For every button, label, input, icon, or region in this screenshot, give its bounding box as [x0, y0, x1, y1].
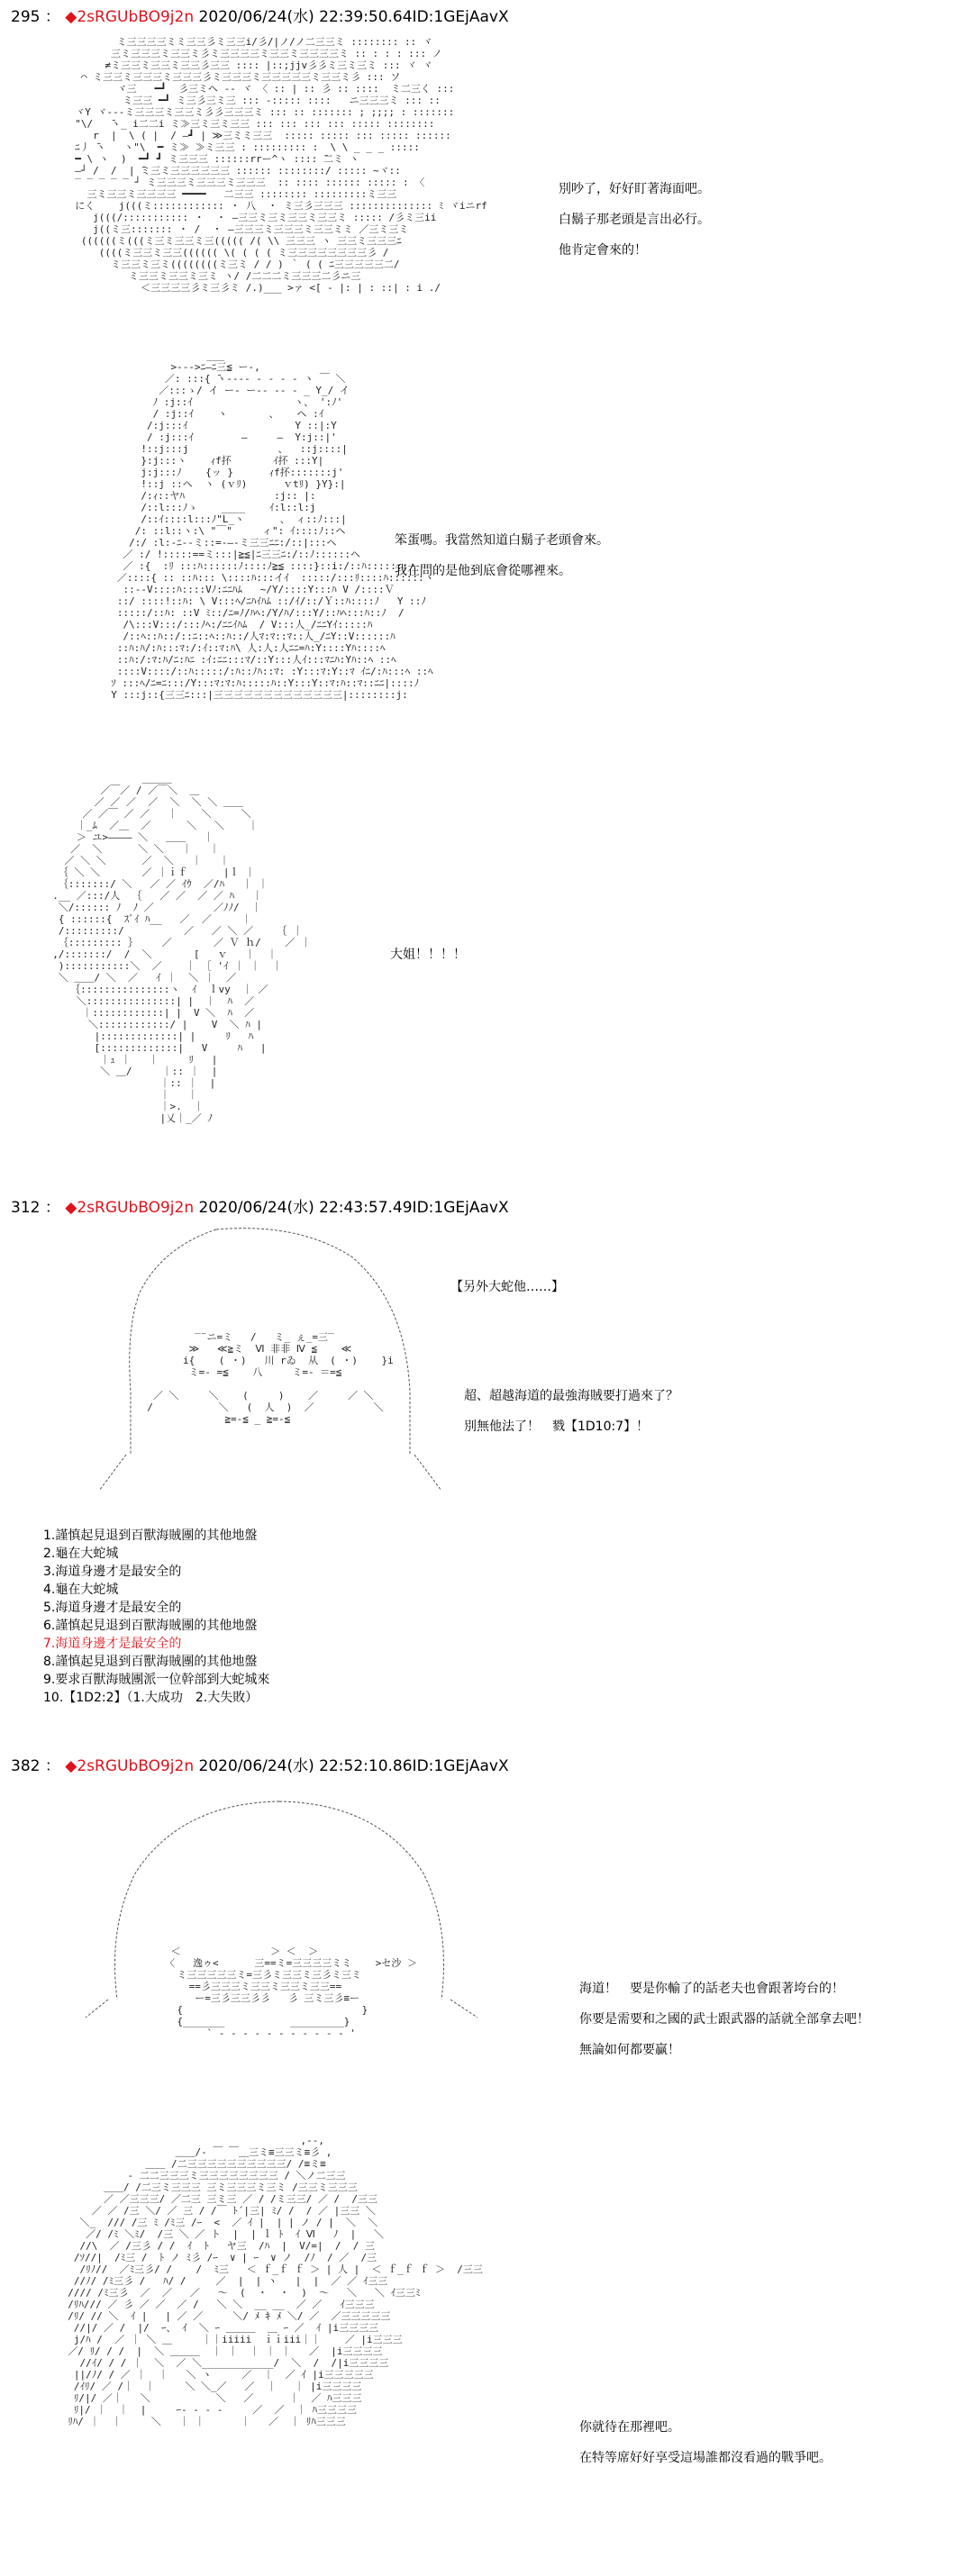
post-header-312: 312 ： ◆2sRGUbBO9j2n 2020/06/24(水) 22:43:57.49ID:1GEjAavX: [11, 1199, 509, 1217]
vote-option: 2.龜在大蛇城: [43, 1547, 119, 1561]
post-meta: 2020/06/24(水) 22:39:50.64ID:1GEjAavX: [198, 8, 509, 26]
vote-option: 5.海道身邊才是最安全的: [43, 1601, 182, 1615]
dialog-line: 我在問的是他到底會從哪裡來。: [395, 564, 571, 578]
ascii-art-5: ＜ ＞ ＜ ＞ 〈 逸ゥ< 三==ミ=三三三三ミミ >セ沙 ＞ ミ三三三三三ミ=三彡ミ三三ミ三彡ミ三ミ ==彡三三三ミ三三ミ三三ミ三三== ー=三彡三三彡彡 彡 三ミ三彡≡ー { } {_______ _________} ` ‐ ‐ ‐ ‐ ‐ ‐ ‐ ‐ ‐ ‐ ‐ ': [165, 1946, 417, 2039]
dialog-382-b: [579, 2420, 832, 2481]
dialog-line: 他肯定會來的！: [559, 243, 647, 258]
dialog-295-c: [390, 948, 466, 978]
vote-option: 8.謹慎起見退到百獸海賊團的其他地盤: [43, 1655, 258, 1669]
post-header-382: 382 ： ◆2sRGUbBO9j2n 2020/06/24(水) 22:52:10.86ID:1GEjAavX: [11, 1757, 509, 1775]
post-tripcode[interactable]: ◆2sRGUbBO9j2n: [65, 1199, 195, 1217]
ascii-art-6: ,‐‐, ＿＿/‐ ￣ ￣＿三ミ≡三三ミ≡彡 , ＿＿ /二三三三三三三三三三三/ /≡ミ≡ ‐ 二二三三三ミ三三三三三三三三 / ＼ノ二三三 ＿＿/ /二三ミ三三三 三ミ三三三ミ三ミ /三三ミ三三三 ／ ／三三三/ ／二三 三ミ三 ／ / /ミ三三/ ／ / /三三 ／ ／ /三 ＼/ ／ 三 / /￣ ﾄ´|三| ﾐ/ / / ／ |三三 ＼ ＼_ /// /三 ﾐ /ﾐ三 /ｰ < ／ ｲ | | | ノ / | ＼ ＼ ／/ /ﾐ ＼ﾐ/ /三 ＼ ／ ト | | ｌ ﾄ ｲ Ⅵ ﾉ | ＼ //\ ／ /三彡 / / ｲ ﾄ ヤ三 /ﾊ | V/=| / / 三 /ｿ//| /ﾐ三 / ﾄ ノ ﾐ彡 /ｰ ∨ | ｰ ∨ ノ /ﾉ / ／ /三 /ﾘﾉ// ／ﾐ三彡/ / / ﾐ三 ＜ ｆ_ｆ ｆ ＞ | 人 | ＜ ｆ_ｆ ｆ ＞ /三三 //ﾉ/ /ﾐ三彡 / ﾊ/ / ／ | | ヽ | | ／ ／ ｲ三三 //// /ﾐ三彡 ／ ／ ／ ～ ( ・ ・ ) ～ ＼ ＼ ｲ三三ﾐ /ﾘﾊ/// ／ 彡 ／ ／ ／ / ＼ ＼ __ __ ／ ／ ｲ三三三 /ﾘ/ // ＼ ｲ | | ／ ／ ＼/ ﾒ ｷ ﾒ ＼/ ／ ／三三三三三 //|/ ／ / |/ ｰ、 ｲ ＼ ｰ ＿＿＿ ＿ ｰ ／ ｲ |i三三三三 j/ﾊ / ／ ｜ ＼ ＿ ｜｜iiiii ｉｉiii｜｜ ／ |i三三三 ／/ ﾘ/ / / | ＼ ＿＿＿ ｜ ｜ ｜ ｜ ｜ ／ |i三三三三 //ｲ/ / / ｜ ＼ ／ ＼____________/ ＼ / /|i三三三三 ||/ﾉ/ / ／ ｜ ｜ ＼ ヽ ／ ｜ ／ ｲ |i三三三三三 /ｲﾘ/ ／ /｜ ｜ ＼ ＼_／ ／ ｜ ｜ |i三三三三 ﾘ/|/ ／｜ ＼ ＼ ／ ｜ ／ ﾊ三三三 ﾘ|/ ｜ ｜ | ｰ‐ ‐ ‐ ‐ ／ ／ ｜ ﾊ三三三三 ﾘﾊ/ ｜ ｜ ＼ ｜ ｜ ｜ ／ ｜ ﾘﾊ三三三: [68, 2135, 483, 2427]
dialog-295-a: [559, 182, 710, 274]
vote-list: [43, 1527, 269, 1707]
vote-option: 4.龜在大蛇城: [43, 1583, 119, 1597]
dialog-line: 海道！ 要是你輸了的話老夫也會跟著垮台的！: [579, 1982, 844, 1996]
dialog-line: 在特等席好好享受這場誰都沒看過的戰爭吧。: [579, 2451, 832, 2465]
dialog-line: 你就待在那裡吧。: [579, 2420, 680, 2435]
post-tripcode[interactable]: ◆2sRGUbBO9j2n: [65, 8, 195, 26]
dialog-line: 白鬍子那老頭是言出必行。: [559, 213, 710, 227]
dialog-line: 別吵了，好好盯著海面吧。: [559, 182, 710, 196]
ascii-art-4: ‾¨ニ=ミ / ミ_ ぇ_=三‾ ≫ ≪≧ミ Ⅵ 非非 Ⅳ ≦ ≪ i{ ( ・) 川 rゐ 从 ( ・) }i ミ=‐ =≦ 八 ミ=‐ ＝=≦ ／ ＼ ＼ ( ) ／ ／ ＼ / ＼ ( 人 ) ／ ＼ ≧=‐≦ _ ≧=‐≦: [147, 1331, 394, 1425]
vote-option: 1.謹慎起見退到百獸海賊團的其他地盤: [43, 1528, 258, 1543]
dialog-line: 超、超越海道的最強海賊要打過來了？: [464, 1389, 678, 1403]
dialog-line: 你要是需要和之國的武士跟武器的話就全部拿去吧！: [579, 2012, 869, 2027]
vote-option: 6.謹慎起見退到百獸海賊團的其他地盤: [43, 1619, 258, 1633]
post-number: 382: [11, 1757, 41, 1775]
ascii-art-1: ミ三三三三ミミ三三彡ミ三三i/彡/|ノ/ノ二三三ミ :::::::: :: ヾ 三ミ三三三ミ三三ミ彡ミ三三三三ミ三三ミ三三三三ミ :: : : : ::: ノ ≠ミ三三ミ三三ミ三三彡三三 :::: |::;jjv彡彡ミ三ミ三ミ ::: ヾ ヾ ⌒ ミ三三ミ三三三ミ三三三彡ミ三三三ミ三三三三三ミ三三ミ彡 ::: ソ ヾ三 ━┛ 彡三ミヘ -- ヾ 〈 :: | :: 彡 :: :::: ミ二三く ::: ミ三三 ━┛ ミ三彡三ミ三 ::: -::::: :::: ニ三三三ミ ::: :: ヾY ヾ---ミ三三三ミ三三ミ彡彡三三三ミ ::: :: ::::::: ; ;;;; : ::::::: "\/ ̄ヽ_ i二二i ミ≫三ミ三ミ三三 ::: ::: ::: ::: ::::: :::::::: r | \ ( | / ―┛ | ≫三ミミ三三 ::::: ::::: ::: ::::: :::::: ﾆ丿 ̄ヽ ヽ"\ ━ ミ≫ ≫ミ三三 : ::::::::: : \ \ _ _ _ ::::: ━ \ ヽ ) ━┛ ┛ ミ三三三 ::::::rrー^ヽ :::: ̄二ミ ヽ ―┘ / / | ̄ミ三ミ三三三三三三 :::::: ::::::::/ ::::: ~ヾ:: ‾ ‾ ‾ ‾ ‾ ┘ ミ三三三ミ三三三ミ三三三 :: :::: :::::: ::::: : 〈 三ミ三三ミ三三三三 ━━━━ 二三三 :::::::: :::::::::ミ三三 にく j(((ミ:::::::::::: ・ 八 ・ ミ三彡三三三 :::::::::::::: ﾐ ヾiニrf j(((/::::::::::: ・ ・ ―三三ミ三ミ三三ミ三三ミ ::::: /彡ミ三ii j((ミ三::::::: ・ / ・ ―三三三ミ三三三ミ三三ミミ ／三ミ三ミ ((((((ミ(((ミ三ミ三三ミ三((((( /( \\ 三三三 ヽ 三三ミ三三三ﾆ ((((ミ三三ミ三三(((((( \( ( ( ( ミ三三三三三三三三彡 / ミ三三ミ三ミ((((((((ミ三ミ / / ) ｀ ( ( ﾆ三三三三三二/ ミ三三ミ三三ミ三ミ ヽ/ /二二二ミ三三三二彡ニ三 ＜三三三三彡ミ三彡ミ /.)___ >ァ <[ - |: | : ::| : i ./: [75, 36, 487, 294]
vote-option-selected: 7.海道身邊才是最安全的: [43, 1637, 182, 1651]
dialog-line: 笨蛋嗎。我當然知道白鬍子老頭會來。: [395, 533, 609, 548]
dialog-line: 無論如何都要贏！: [579, 2043, 680, 2057]
ascii-art-3: ＿＿＿ ／￣／ / ／￣＼ ＿ ／ ／ ／ ／ ＼ ＼ ＼ ＿＿ ／ ／￣ ／ ／ ｜ ＼ ＼ ｜_ﾑ ／＿ ／ ＼ ＼ ｜ ＞ ユ>―――― ＼ ＿＿ ｜ ／ ＼ ＼ ＼ ｜ ｜ ／ ＼ ＼ ／ ＼ ｜ ｜ ｛ ＼ ＼ ／ ｜ｉｆ |ｌ ｜ ｛:::::::/ ＼ ／ ／ ｲｳ ／/ﾊ ｜ ｜ .__ ／:::/人 ｛ ／ ／ ／ ／ ﾊ ｜ ＼/:::::: ﾉ ﾉ ／ ／ﾉﾉ/ ｜ { ::::::{ ｽﾞｲ ﾊ__ ／ ／ ｜ /:::::::::/ ／ ／ ＼ ／ ｛ ｜ ｛::::::::: ｝ ／ ／ Ｖ ｈ/ ／ ｜ ,/:::::::/ / ＼ [ ｖ ｜ ｜ ):::::::::::＼ ／ ｜ ［ 'ｲ ｜ ｜ ｜ ＼ ＿＿/ ＼ ／ ｲ ｜ ＼ ｜ ／ ｛:::::::::::::::ヽ ｲ ｌvy ｜ ／ ＼:::::::::::::::| | ｜ ﾊ ／ ｜::::::::::::| | V ＼ ﾊ ／ ＼::::::::::::/ | V ＼ ﾊ | |:::::::::::::| | ﾘ ﾊ [:::::::::::::| V ﾊ | ｜ｭ ｜ ｜ ﾘ | ＼ ＿/ ｜:: ｜ | ｜:: ｜ | ｜ ｜ ｜>. ｜ |乂｜_／ ﾉ: [52, 773, 311, 1124]
dialog-line: 別無他法了！ 戮【1D10:7】！: [464, 1420, 650, 1434]
post-tripcode[interactable]: ◆2sRGUbBO9j2n: [65, 1757, 195, 1775]
dialog-295-b: [395, 533, 609, 594]
dialog-line: 大姐！！！！: [390, 948, 466, 962]
bracket-note-312: 【另外大蛇他……】: [450, 1280, 564, 1294]
post-meta: 2020/06/24(水) 22:43:57.49ID:1GEjAavX: [198, 1199, 509, 1217]
vote-option: 10.【1D2:2】（1.大成功 2.大失敗）: [43, 1691, 259, 1705]
vote-option: 3.海道身邊才是最安全的: [43, 1565, 182, 1579]
dialog-312-a: [464, 1389, 678, 1450]
post-header-295: 295 ： ◆2sRGUbBO9j2n 2020/06/24(水) 22:39:50.64ID:1GEjAavX: [11, 8, 509, 26]
dialog-382-a: [579, 1982, 869, 2073]
post-meta: 2020/06/24(水) 22:52:10.86ID:1GEjAavX: [198, 1757, 509, 1775]
post-number: 295: [11, 8, 41, 26]
post-number: 312: [11, 1199, 41, 1217]
ascii-art-2: ___ >‐‐‐>ﾆ―ﾆ三≦ ー-, ／: :::{ ̄ヽ---‐ ‐ ‐ ‐ ‐ ヽ ￣ ＼ ／:::ゝ/ イ ー- ー-- -‐ ‐ _ Y_/ イ ﾉ :j::ｲ ヽ、 ':ﾉ' / :j::ｲ ヽ 、 ヘ :ｲ /:j:::ｲ Y ::|:Y / :j:::ｲ ― ― Y:j::|' !::j:::j 、 ::j::::| }:j:::ヽ ｨf抔 ｲ抔 :::Y| j:j:::ﾉ {ッ } ｨf抔:::::::j' !::j ::ヘ ヽ (ｖﾘ) ｖtﾘ) }Y}:| /:ｨ::ヤﾊ :j:: |: /::l:::ﾉゝ ____ ｲ:l::l:j /::ｲ::::l:::ﾉ"L_ヽ 、 ィ::ﾉ:::| /: ::l::ヽ:\ "￣" ィ": ｲ::::ﾉ::ヘ /:/ :l:-ﾆ--ミ::=-―-ミ三三ﾆﾆ:/::|:::ヘ ／ :/ !:::::==ミ:::|≧≦|ﾆ三三ﾆ:/::ﾉ::::::ヘ ／ :{ :ﾘ :::ﾊ::::::ﾉ::::ﾉ≧≦ ::::}::i:/::ﾊ:::::::ヽ ／::::{ :: ::ﾊ::: \::::ﾊ:::イｲ :::::/:::ﾘ::::ﾊ::::::ヽ ::‐-V::::ﾊ::::Vﾉ:ﾆﾆﾊﾑ ~/Y/::::Y:::ﾊ V /::::Ｖ ::/ ::::!::ﾊ: \ V:::ﾍ/ﾆﾊｲﾊﾑ ::/ｲ/::/Ｙ::ﾊ::::ﾉ Y ::ﾉ :::::/::ﾊ: ::V ﾐ::/ﾆ=ﾉ/ﾊﾍ:/Y/ﾊ/:::Y/::ﾊﾍ:::ﾊ::ﾉ / /\:::V:::/:::ﾉﾍ:/ﾆﾆｲﾊﾑ / V:::人_/ﾆﾆYｲ:::::ﾊ /::ﾍ::ﾊ::/::ﾆ::ﾍ::ﾊ::/人ﾏ:ﾏ::ﾏ::人_/ﾆY::V::::::ﾊ ::ﾊ:ﾊ/:ﾊ:::ﾏ:/:ｲ::ﾏ:ﾊ\ 人:人:人ﾆﾆ=ﾊ:Y::::Yﾊ::::ﾍ ::ﾊ:/:ﾏ:ﾊ/ﾆ:ﾊﾆ :ｲ:ﾆﾆ:::ﾏ/::Y:::人ｲ:::ﾏﾆﾊ:Yﾊ::ﾍ ::ﾍ ::::V::::/::ﾊ:::::/:ﾊ::ﾉﾊ::ﾏ: :Y:::ﾏ:Y::ﾏ ｲﾆ/:ﾊ:::ﾍ ::ﾍ ｿ :::ﾍ/ﾆ=ﾆ:::/Y:::ﾏ:ﾏ:ﾊ:::::ﾊ::Y:::Y::ﾏ:ﾊ::ﾏ::ﾆﾆ|::::ﾉ Y :::j::{三三ﾆ:::|三三三三三三三三三三三三三|::::::::j:: [111, 349, 434, 701]
vote-option: 9.要求百獸海賊團派一位幹部到大蛇城來: [43, 1673, 270, 1687]
